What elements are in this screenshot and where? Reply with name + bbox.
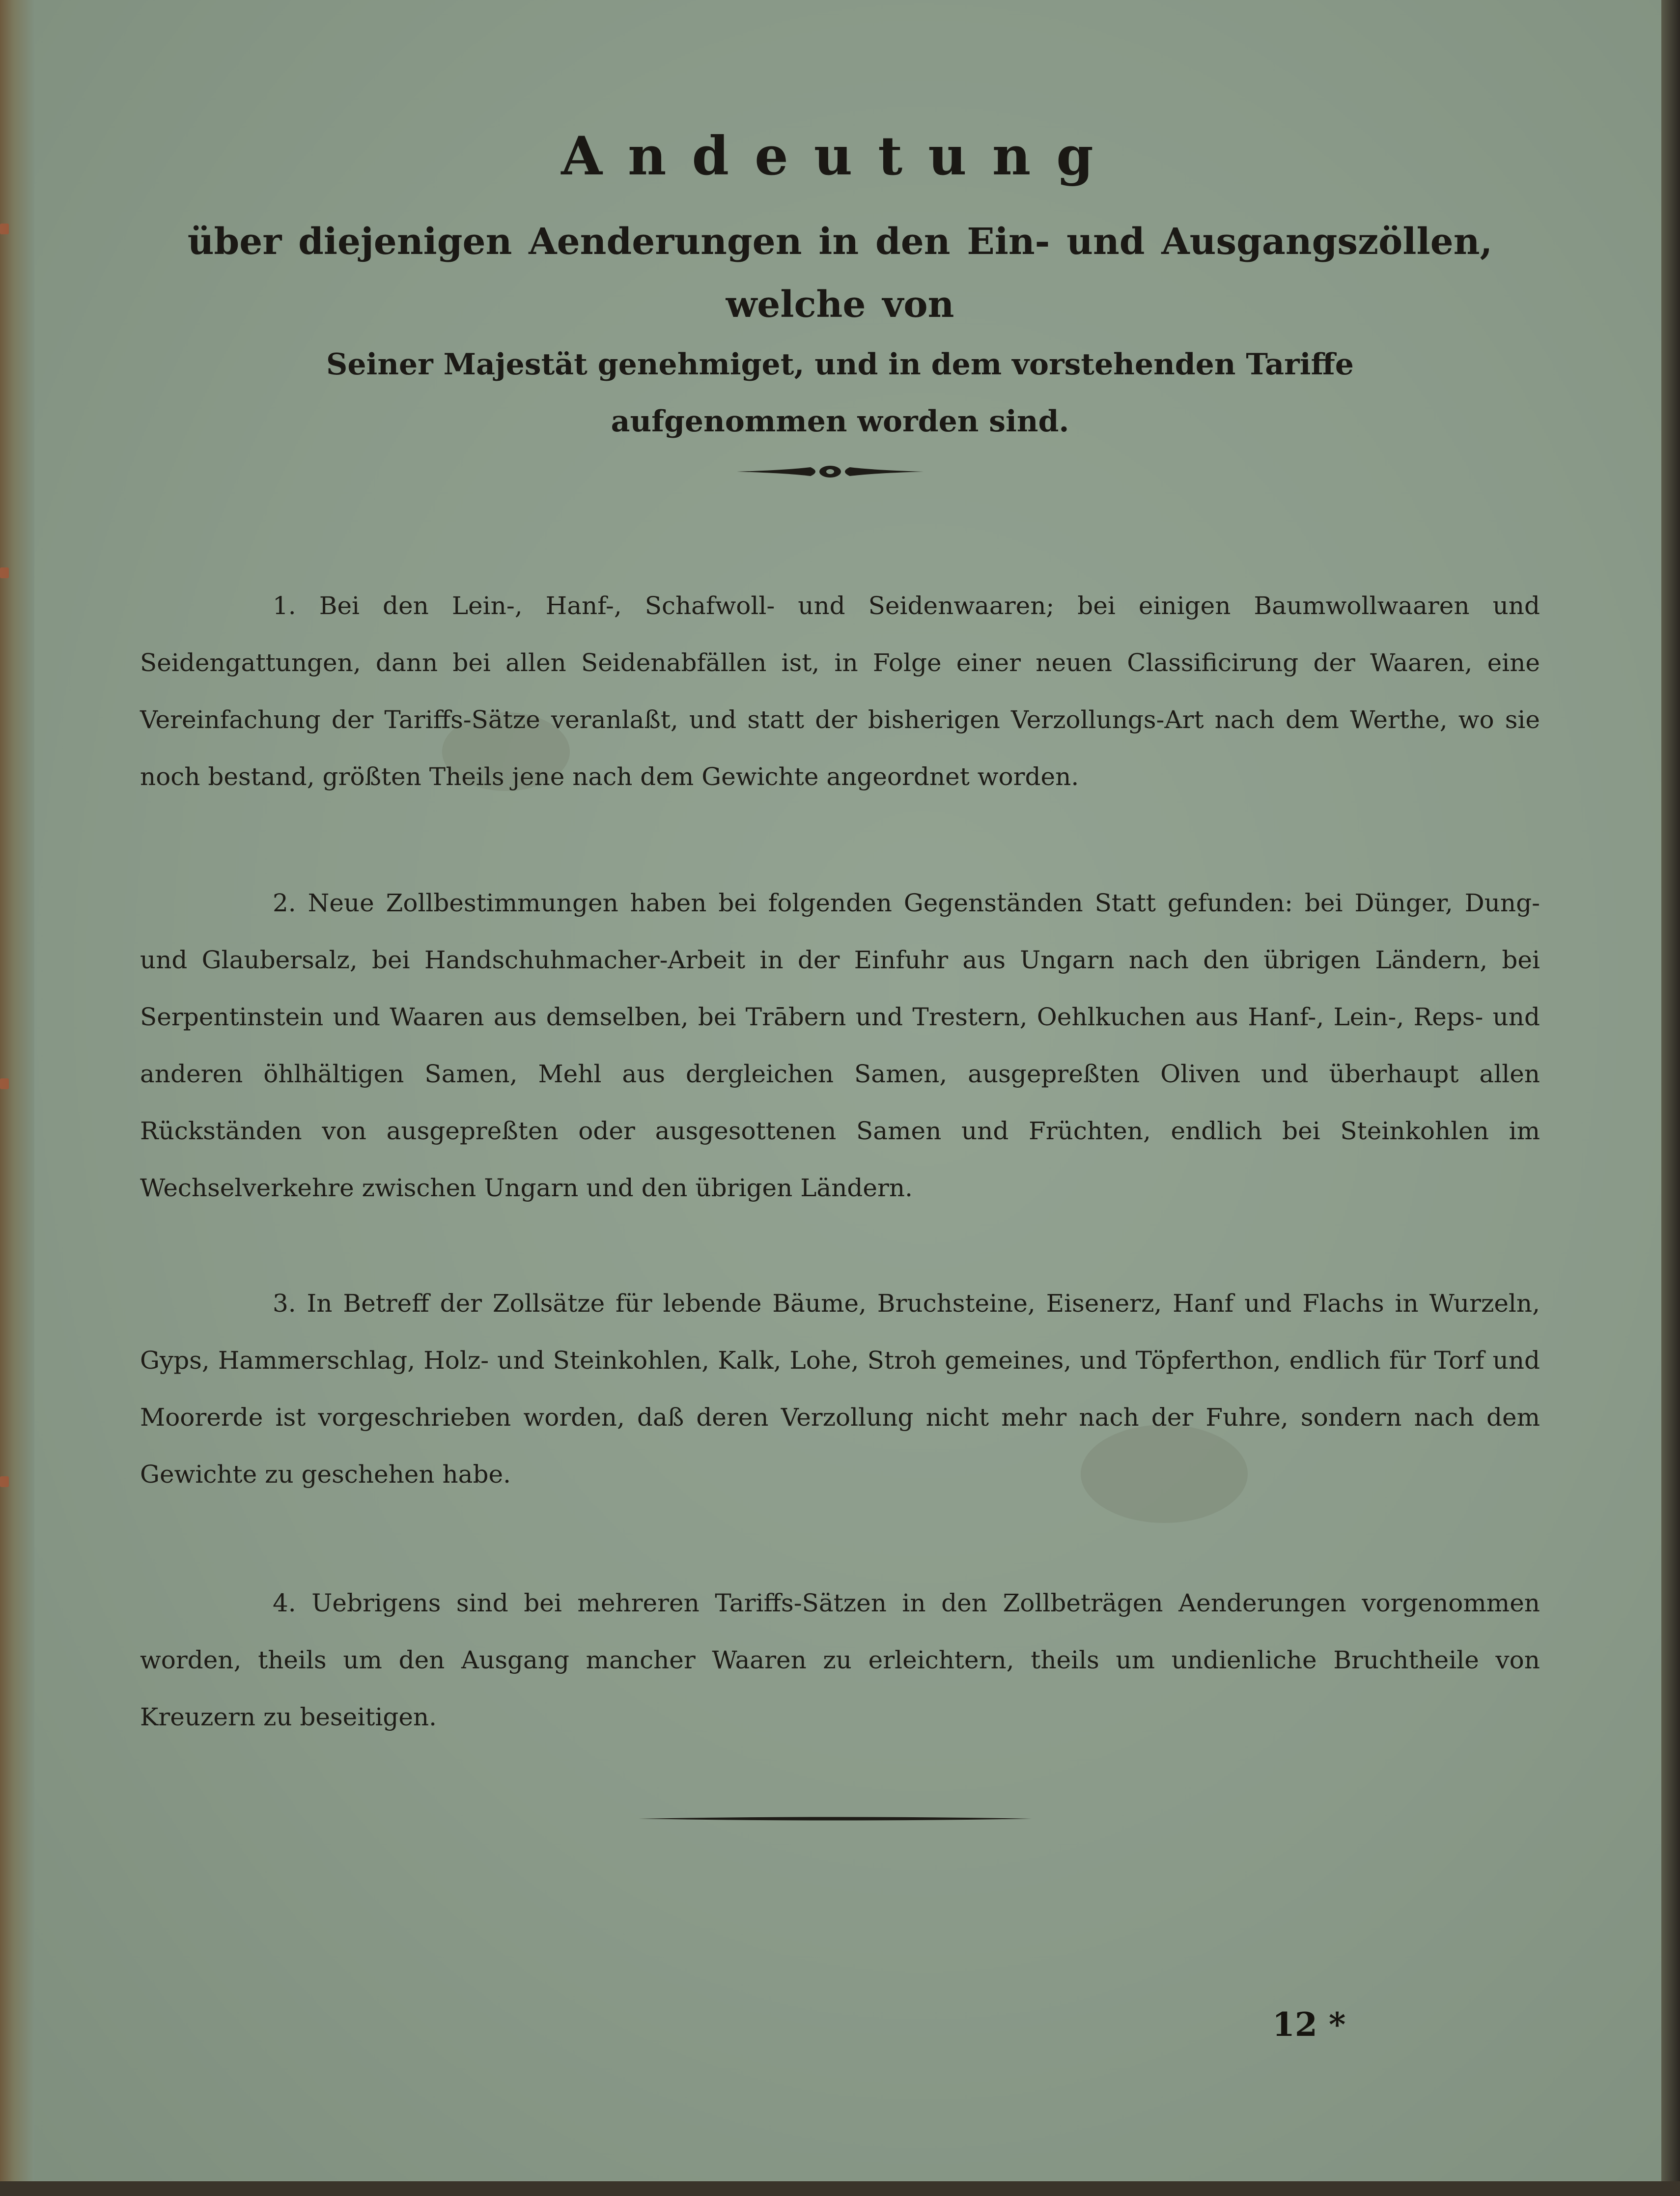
paragraph-number: 2. [273, 889, 296, 917]
paragraph-text: Neue Zollbestimmungen haben bei folgenden Gegenständen Statt gefunden: bei Dünger, Dung- und Glaubersalz, bei Handschuhmacher-Arbeit in der Einfuhr aus Ungarn nach den übrigen Ländern, bei Serpentinstein und Waaren aus demselben, bei Trābern und Trestern, Oehlkuchen aus Hanf-, Lein-, Reps- und anderen öhlhältigen Samen, Mehl aus dergleichen Samen, ausgepreßten Oliven und überhaupt allen Rückständen von ausgepreßten oder ausgesottenen Samen und Früchten, endlich bei Steinkohlen im Wechselverkehre zwischen Ungarn und den übrigen Ländern. [140, 889, 1540, 1202]
page-title: Andeutung [561, 125, 1119, 187]
binding-mark [0, 224, 9, 234]
paragraph-number: 3. [273, 1289, 296, 1318]
paragraph-text: In Betreff der Zollsätze für lebende Bäume, Bruchsteine, Eisenerz, Hanf und Flachs in Wurzeln, Gyps, Hammerschlag, Holz- und Steinkohlen, Kalk, Lohe, Stroh gemeines, und Töpferthon, endlich für Torf und Moorerde ist vorgeschrieben worden, daß deren Verzollung nicht mehr nach der Fuhre, sondern nach dem Gewichte zu geschehen habe. [140, 1289, 1540, 1489]
paragraph-text: Bei den Lein-, Hanf-, Schafwoll- und Seidenwaaren; bei einigen Baumwollwaaren und Seidengattungen, dann bei allen Seidenabfällen ist, in Folge einer neuen Classificirung der Waaren, eine Vereinfachung der Tariffs-Sätze veranlaßt, und statt der bisherigen Verzollungs-Art nach dem Werthe, wo sie noch bestand, größten Theils jene nach dem Gewichte angeordnet worden. [140, 591, 1540, 791]
page-number: 12 * [1272, 2005, 1346, 2044]
binding-mark [0, 1476, 9, 1487]
subtitle-line: Seiner Majestät genehmiget, und in dem vorstehenden Tariffe [326, 347, 1354, 382]
binding-mark [0, 1078, 9, 1089]
page-edge-bottom [0, 2181, 1680, 2196]
page-edge-right [1661, 0, 1680, 2196]
end-rule-divider [639, 1815, 1032, 1822]
paragraph-2 [140, 874, 1540, 1216]
paragraph-3 [140, 1275, 1540, 1503]
subtitle-line: aufgenommen worden sind. [611, 404, 1069, 439]
ornament-divider [737, 459, 924, 484]
paragraph-number: 4. [273, 1589, 296, 1617]
page-subtitle [147, 210, 1533, 450]
paragraph-number: 1. [273, 591, 296, 620]
subtitle-line: über diejenigen Aenderungen in den Ein- und Ausgangszöllen, welche von [187, 221, 1493, 326]
paragraph-1 [140, 577, 1540, 805]
paragraph-4 [140, 1575, 1540, 1746]
binding-edge [0, 0, 34, 2196]
paragraph-text: Uebrigens sind bei mehreren Tariffs-Sätzen in den Zollbeträgen Aenderungen vorgenommen worden, theils um den Ausgang mancher Waaren zu erleichtern, theils um undienliche Bruchtheile von Kreuzern zu beseitigen. [140, 1589, 1540, 1731]
binding-mark [0, 567, 9, 578]
